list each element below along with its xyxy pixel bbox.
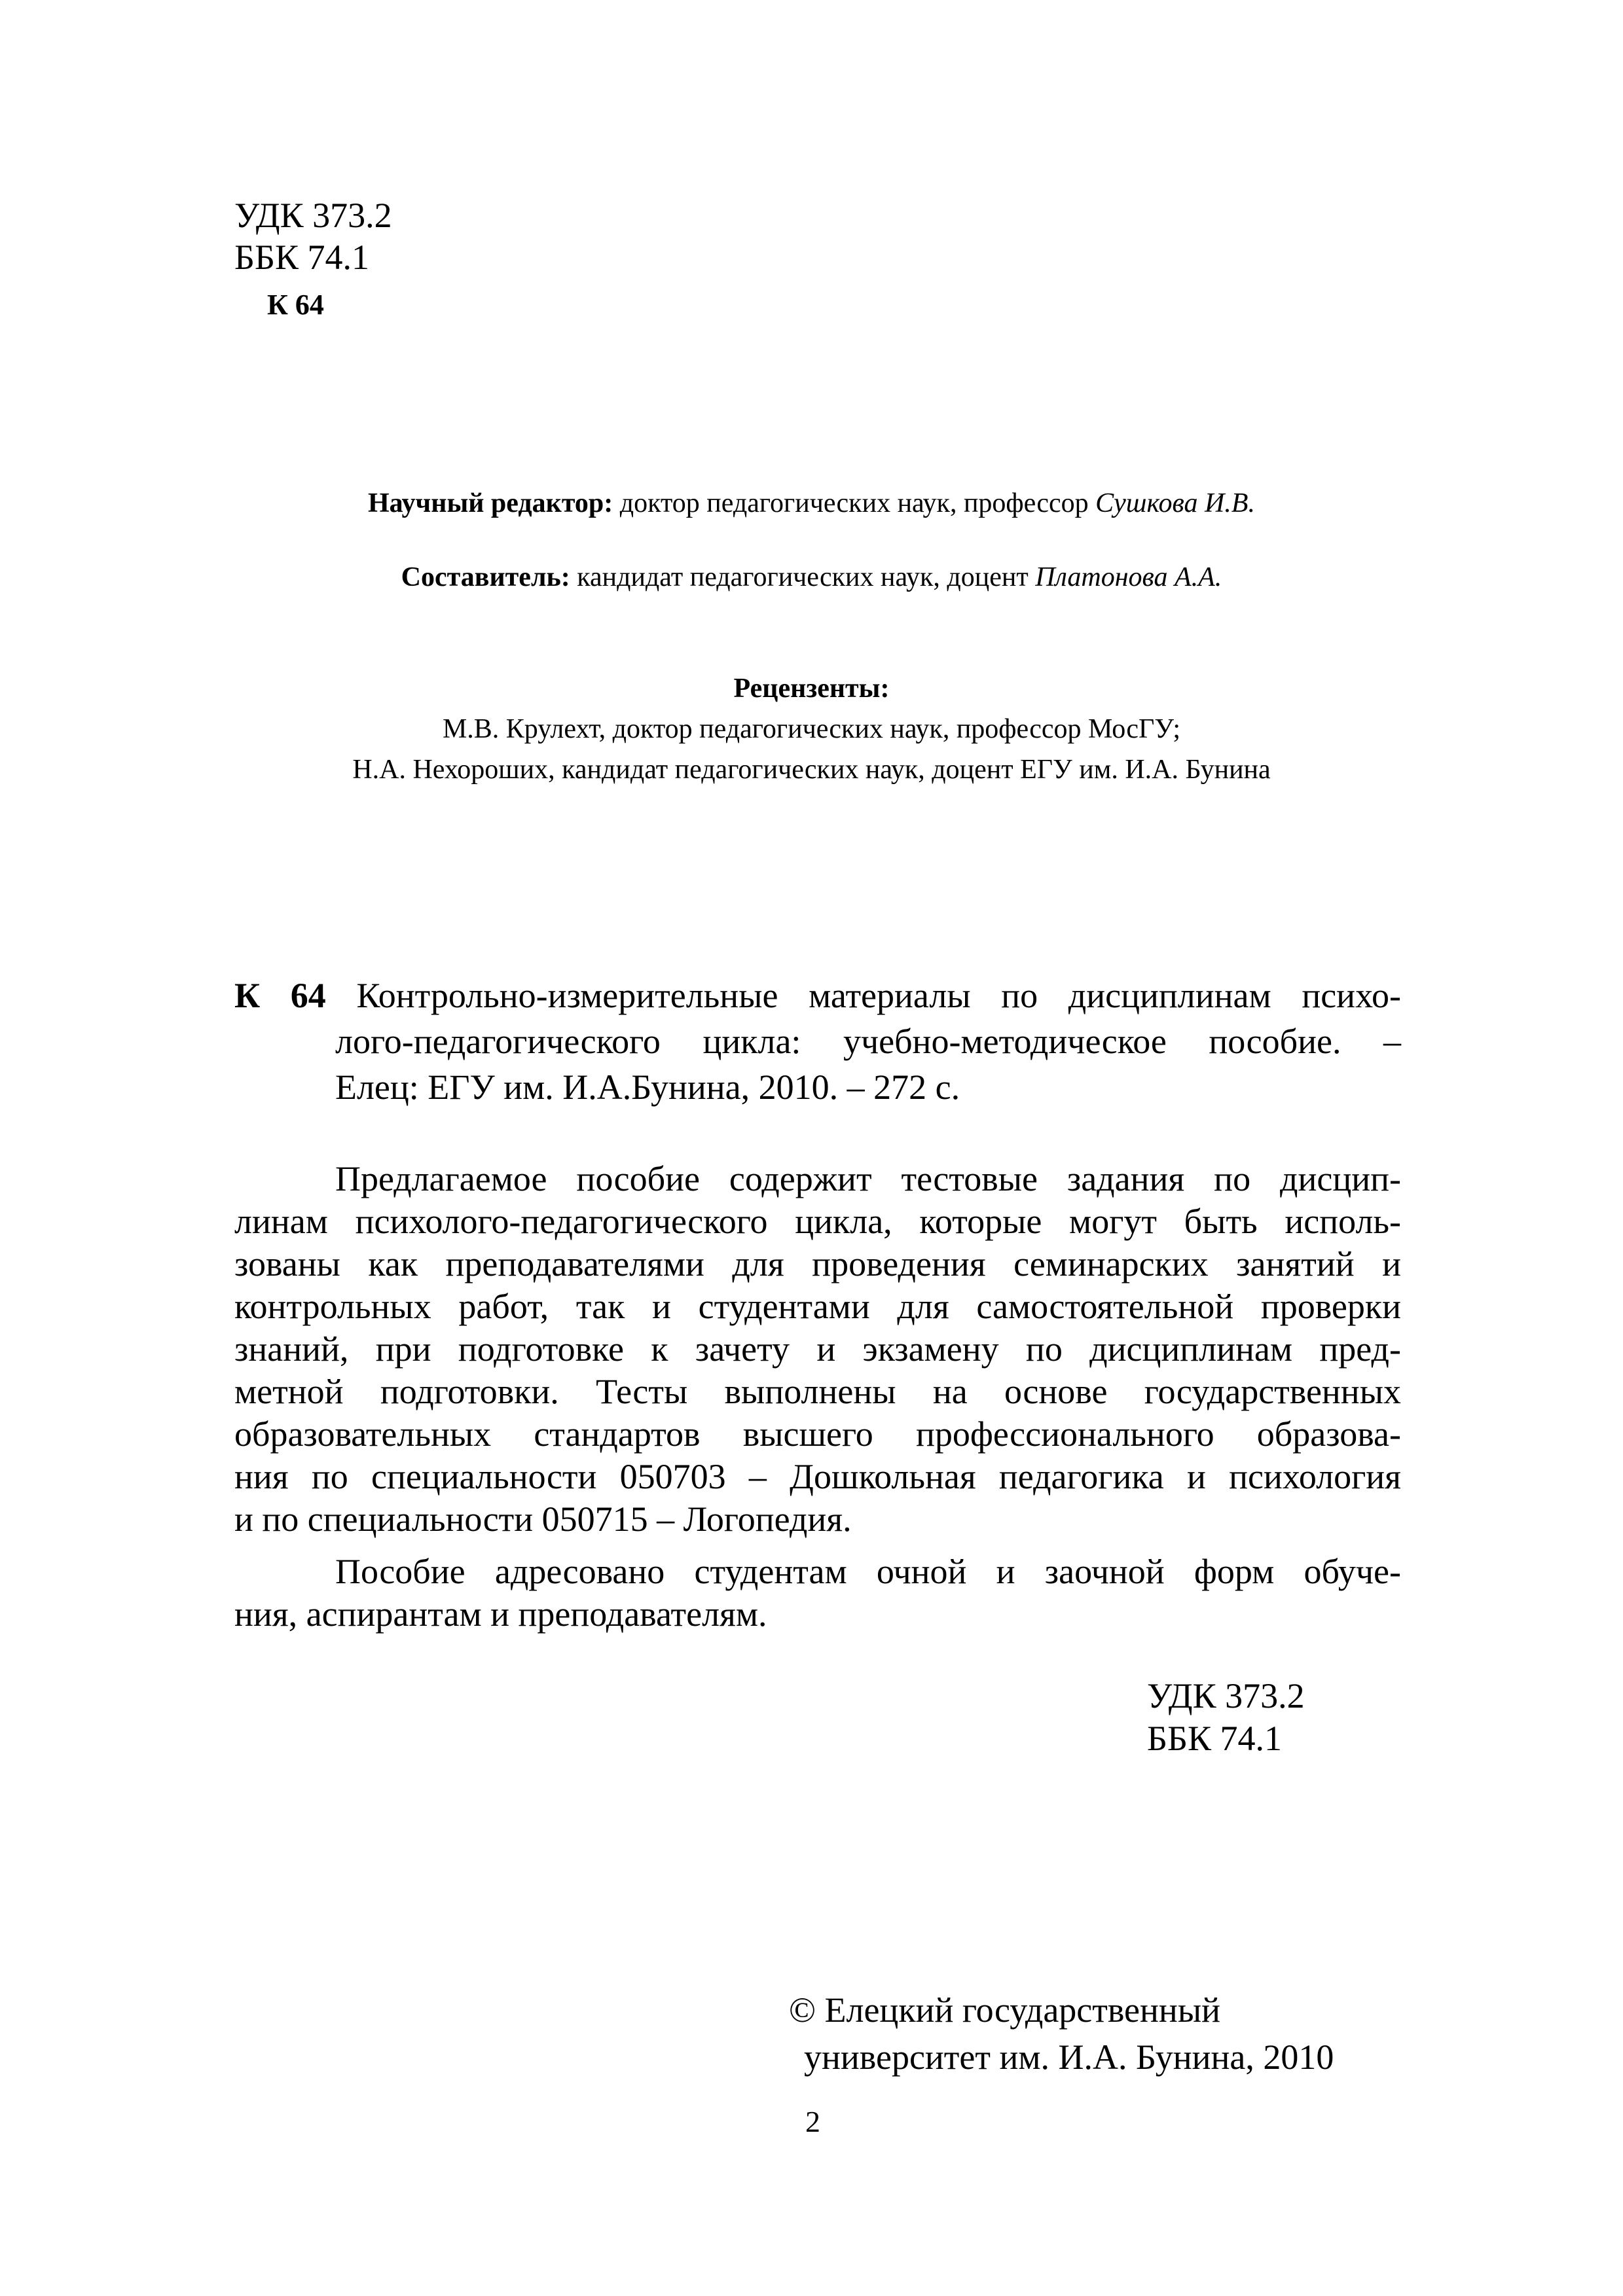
compiler-line bbox=[0, 562, 1623, 593]
scientific-editor-line bbox=[0, 488, 1623, 519]
editor-label: Научный редактор: bbox=[368, 488, 613, 518]
bbk-code-bottom: ББК 74.1 bbox=[1147, 1719, 1283, 1758]
abstract-line-5: знаний, при подготовке к зачету и экзамену по дисциплинам пред- bbox=[234, 1329, 1401, 1369]
bbk-code-top: ББК 74.1 bbox=[234, 238, 370, 277]
udk-code-bottom: УДК 373.2 bbox=[1147, 1676, 1305, 1715]
abstract-line-6: метной подготовки. Тесты выполнены на основе государственных bbox=[234, 1372, 1401, 1411]
compiler-text: кандидат педагогических наук, доцент bbox=[570, 562, 1036, 592]
abstract-line-8: ния по специальности 050703 – Дошкольная педагогика и психология bbox=[234, 1457, 1401, 1496]
compiler-name: Платонова А.А. bbox=[1035, 562, 1222, 592]
abstract-line-3: зованы как преподавателями для проведения семинарских занятий и bbox=[234, 1244, 1401, 1283]
bibliographic-text-1: Контрольно-измерительные материалы по дисциплинам психо- bbox=[356, 976, 1402, 1015]
bibliographic-mark: К 64 bbox=[234, 976, 326, 1015]
copyright-line-1: © Елецкий государственный bbox=[789, 1990, 1220, 2030]
abstract-line-7: образовательных стандартов высшего профессионального образова- bbox=[234, 1414, 1401, 1454]
compiler-label: Составитель: bbox=[401, 562, 570, 592]
abstract-line-11: ния, аспирантам и преподавателям. bbox=[234, 1594, 767, 1634]
editor-text: доктор педагогических наук, профессор bbox=[613, 488, 1096, 518]
editor-name: Сушкова И.В. bbox=[1095, 488, 1255, 518]
page-number: 2 bbox=[805, 2105, 820, 2138]
abstract-line-2: линам психолого-педагогического цикла, которые могут быть исполь- bbox=[234, 1202, 1401, 1241]
abstract-line-9: и по специальности 050715 – Логопедия. bbox=[234, 1499, 852, 1539]
udk-code-top: УДК 373.2 bbox=[234, 196, 392, 235]
abstract-line-1: Предлагаемое пособие содержит тестовые задания по дисцип- bbox=[335, 1159, 1401, 1198]
reviewer-2: Н.А. Нехороших, кандидат педагогических наук, доцент ЕГУ им. И.А. Бунина bbox=[352, 755, 1271, 785]
copyright-line-2: университет им. И.А. Бунина, 2010 bbox=[804, 2037, 1334, 2077]
abstract-line-10: Пособие адресовано студентам очной и заочной форм обуче- bbox=[335, 1552, 1401, 1591]
bibliographic-line-2: лого-педагогического цикла: учебно-методическое пособие. – bbox=[335, 1022, 1401, 1061]
bibliographic-line-1 bbox=[234, 975, 1401, 1016]
reviewer-1: М.В. Крулехт, доктор педагогических наук, профессор МосГУ; bbox=[442, 714, 1181, 744]
author-mark-top: К 64 bbox=[267, 289, 324, 321]
bibliographic-line-3: Елец: ЕГУ им. И.А.Бунина, 2010. – 272 с. bbox=[335, 1067, 960, 1107]
reviewers-heading: Рецензенты: bbox=[733, 673, 890, 704]
abstract-line-4: контрольных работ, так и студентами для самостоятельной проверки bbox=[234, 1287, 1401, 1326]
